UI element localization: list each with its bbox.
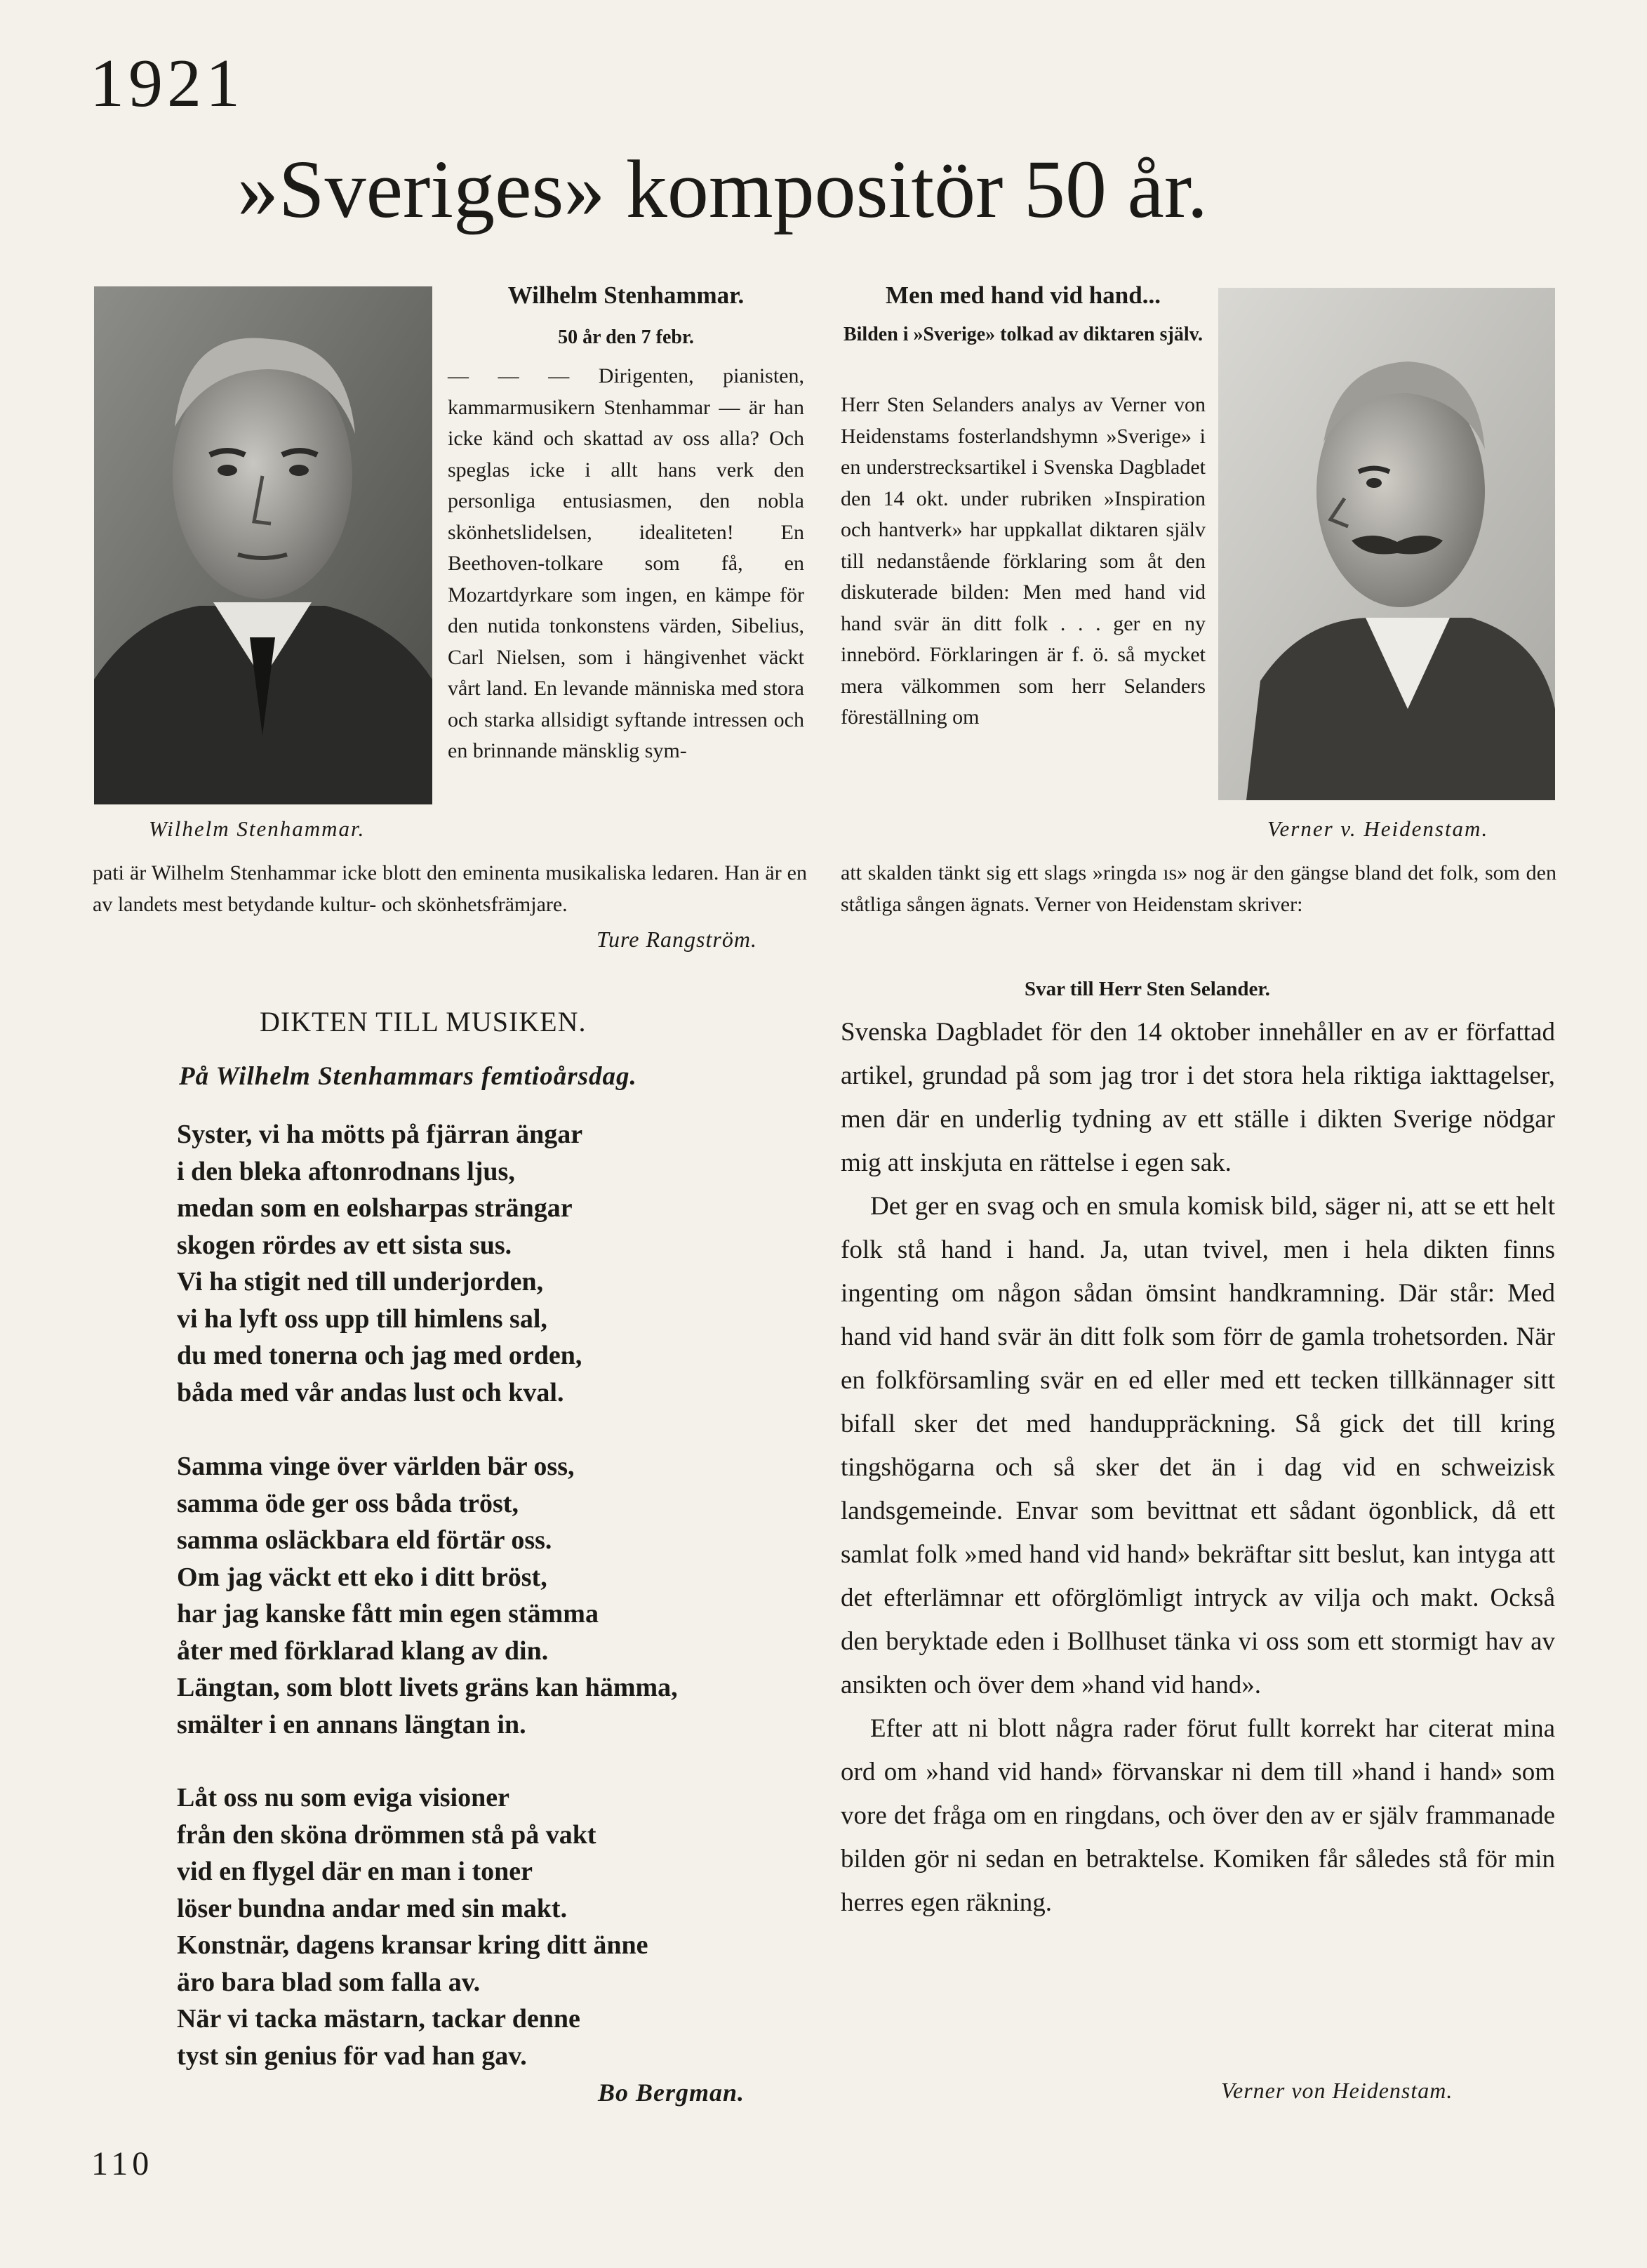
column1-signature: Ture Rangström. [596,927,757,952]
poem-author: Bo Bergman. [598,2078,745,2107]
letter-paragraph: Efter att ni blott några rader förut fullt korrekt har citerat mina ord om »hand vid hand» förvanskar ni dem till »hand i hand» som vore det fråga om en ringdans, och över den av er själv frammanade bilden gör ni sedan en betraktelse. Komiken får således stå för min herres egen räkning. [841,1714,1555,1917]
letter-body [841,1011,1555,1925]
letter-paragraph: Svenska Dagbladet för den 14 oktober innehåller en av er författad artikel, grundad på som jag tror i det stora hela riktiga iakttagelser, men där en underlig tydning av ett ställe i dikten Sverige nödgar mig att inskjuta en rättelse i egen sak. [841,1018,1555,1177]
column2-title: Men med hand vid hand... [886,281,1161,309]
letter-paragraph: Det ger en svag och en smula komisk bild, säger ni, att se ett helt folk stå hand i hand. Ja, utan tvivel, men i hela dikten finns ingenting om någon sådan ömsint handkramning. Där står: Med hand vid hand svär än ditt folk som förr de gamla trohetsorden. När en folkförsamling svär en ed eller med ett tecken tillkännager sitt bifall sker det med handuppräckning. Så gick det till kring tingshögarna och så sker det än i dag vid en schweizisk landsgemeinde. Envar som bevittnat ett sådant ögonblick, då ett samlat folk »med hand vid hand» bekräftar sitt beslut, kan intyga att det efterlämnar ett oförglömligt intryck av vilja och makt. Också den beryktade eden i Bollhuset tänka vi oss som ett stormigt hav av ansikten och över dem »hand vid hand». [841,1192,1555,1699]
heidenstam-portrait-image [1218,288,1555,800]
stenhammar-portrait [94,286,432,804]
heidenstam-caption: Verner v. Heidenstam. [1267,816,1489,841]
poem-stanza-3: Låt oss nu som eviga visioner från den sköna drömmen stå på vakt vid en flygel där en man i toner löser bundna andar med sin makt. Konstnär, dagens kransar kring ditt änne äro bara blad som falla av. När vi tacka mästarn, tackar denne tyst sin genius för vad han gav. [177,1783,648,2071]
column1-subtitle: 50 år den 7 febr. [558,326,694,348]
poem-dedication: På Wilhelm Stenhammars femtioårsdag. [179,1062,637,1091]
page-number: 110 [91,2145,154,2182]
poem-stanza-2: Samma vinge över världen bär oss, samma öde ger oss båda tröst, samma osläckbara eld förtär oss. Om jag väckt ett eko i ditt bröst, har jag kanske fått min egen stämma åter med förklarad klang av din. Längtan, som blott livets gräns kan hämma, smälter i en annans längtan in. [177,1452,678,1739]
column2-continuation: att skalden tänkt sig ett slags »ringda ıs» nog är den gängse bland det folk, som den ståtliga sången ägnats. Verner von Heidenstam skriver: [841,861,1556,916]
letter-signature: Verner von Heidenstam. [1221,2078,1453,2103]
year-heading: 1921 [90,46,244,121]
stenhammar-caption: Wilhelm Stenhammar. [149,816,366,841]
page-headline: »Sveriges» kompositör 50 år. [237,143,1208,235]
column2-subtitle: Bilden i »Sverige» tolkad av diktaren själv. [843,324,1203,345]
letter-title: Svar till Herr Sten Selander. [1025,978,1270,1000]
column2-paragraph: Herr Sten Selanders analys av Verner von Heidenstams fosterlandshymn »Sverige» i en understrecksartikel i Svenska Dagbladet den 14 okt. under rubriken »Inspiration och hantverk» har uppkallat diktaren själv till nedanstående förklaring som åt den diskuterade bilden: Men med hand vid hand svär än ditt folk . . . ger en ny innebörd. Förklaringen är f. ö. så mycket mera välkommen som herr Selanders föreställning om [841,393,1206,729]
column1-continuation: pati är Wilhelm Stenhammar icke blott den eminenta musikaliska ledaren. Han är en av landets mest betydande kultur- och skönhetsfrämjare. [93,861,807,916]
column1-title: Wilhelm Stenhammar. [507,281,745,309]
poem-title: DIKTEN TILL MUSIKEN. [260,1006,587,1037]
stenhammar-portrait-image [94,286,432,804]
heidenstam-portrait [1218,288,1555,800]
poem-stanza-1: Syster, vi ha mötts på fjärran ängar i den bleka aftonrodnans ljus, medan som en eolsharpas strängar skogen rördes av ett sista sus. Vi ha stigit ned till underjorden, vi ha lyft oss upp till himlens sal, du med tonerna och jag med orden, båda med vår andas lust och kval. [177,1120,583,1407]
column1-paragraph: — — — Dirigenten, pianisten, kammarmusikern Stenhammar — är han icke känd och skattad av oss alla? Och speglas icke i allt hans verk den personliga entusiasmen, den nobla skönhetslidelsen, idealiteten! En Beethoven-tolkare som få, en Mozartdyrkare som ingen, en kämpe för den nutida tonkonstens värden, Sibelius, Carl Nielsen, som i hängivenhet väckt vårt land. En levande människa med stora och starka allsidigt syftande intressen och en brinnande mänsklig sym- [448,364,804,762]
